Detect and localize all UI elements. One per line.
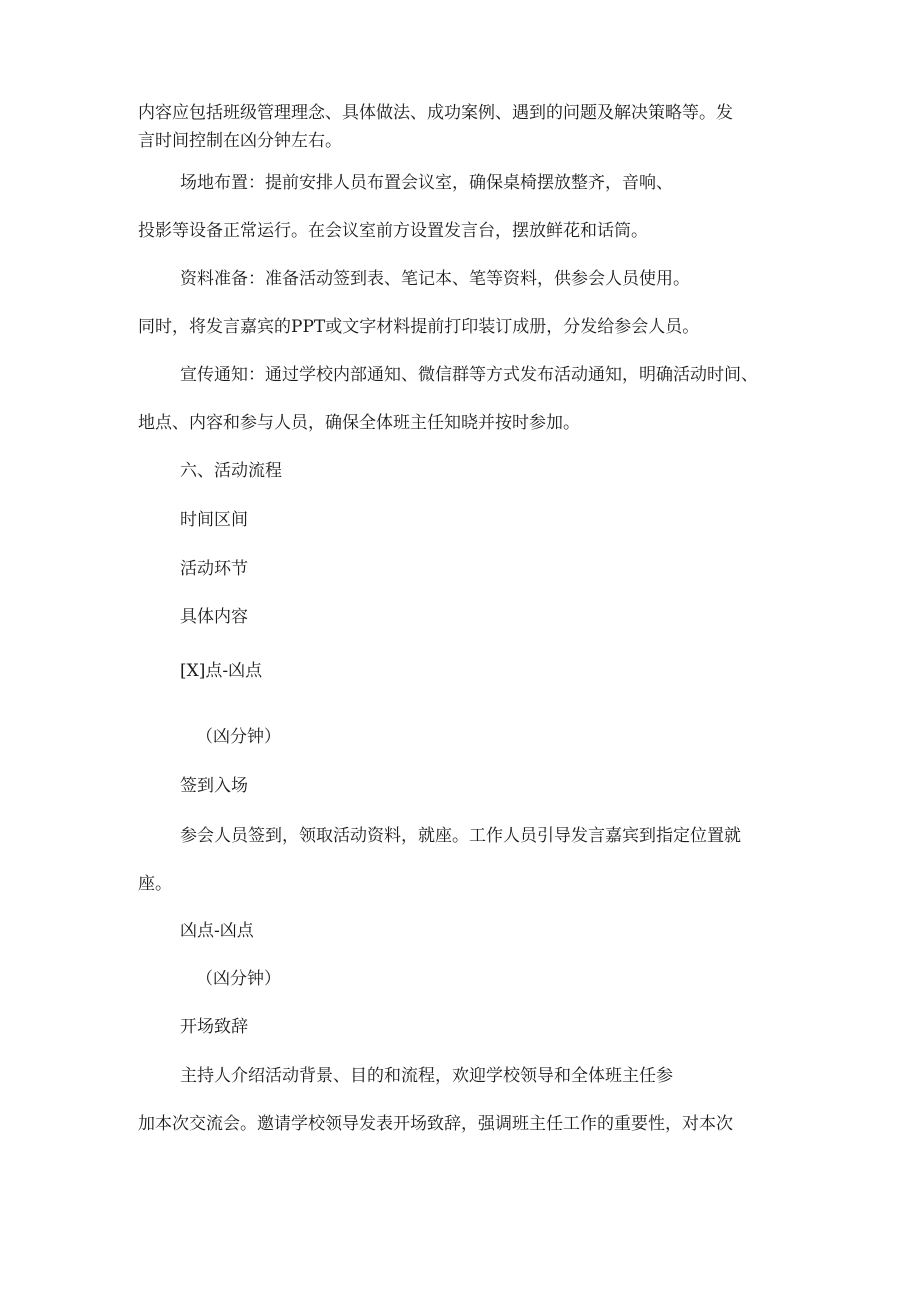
paragraph-line: 投影等设备正常运行。在会议室前方设置发言台，摆放鲜花和话筒。 (138, 221, 648, 241)
paragraph-line: 主持人介绍活动背景、目的和流程，欢迎学校领导和全体班主任参 (180, 1066, 673, 1086)
section-heading: 六、活动流程 (180, 461, 282, 481)
paragraph-line: 加本次交流会。邀请学校领导发表开场致辞，强调班主任工作的重要性，对本次 (138, 1114, 733, 1134)
paragraph-line: 场地布置：提前安排人员布置会议室，确保桌椅摆放整齐，音响、 (180, 173, 673, 193)
time-range: 凶点-凶点 (180, 921, 254, 941)
paragraph-line: 同时，将发言嘉宾的PPT或文字材料提前打印装订成册，分发给参会人员。 (138, 317, 700, 337)
table-header-content: 具体内容 (180, 607, 248, 627)
duration: （凶分钟） (196, 727, 281, 747)
time-range: [X]点-凶点 (180, 661, 263, 681)
duration: （凶分钟） (196, 969, 281, 989)
table-header-time: 时间区间 (180, 510, 248, 530)
activity-name: 开场致辞 (180, 1017, 248, 1037)
paragraph-line: 参会人员签到，领取活动资料，就座。工作人员引导发言嘉宾到指定位置就 (180, 826, 741, 846)
table-header-activity: 活动环节 (180, 559, 248, 579)
paragraph-line: 言时间控制在凶分钟左右。 (138, 131, 342, 151)
paragraph-line: 资料准备：准备活动签到表、笔记本、笔等资料，供参会人员使用。 (180, 269, 690, 289)
paragraph-line: 内容应包括班级管理理念、具体做法、成功案例、遇到的问题及解决策略等。发 (138, 103, 733, 123)
activity-name: 签到入场 (180, 776, 248, 796)
paragraph-line: 宣传通知：通过学校内部通知、微信群等方式发布活动通知，明确活动时间、 (180, 365, 758, 385)
paragraph-line: 地点、内容和参与人员，确保全体班主任知晓并按时参加。 (138, 413, 580, 433)
paragraph-line: 座。 (138, 874, 172, 894)
